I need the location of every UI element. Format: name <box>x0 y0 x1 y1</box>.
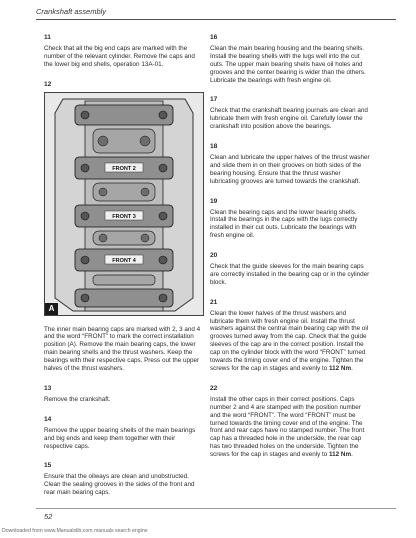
step-number: 15 <box>44 462 52 470</box>
step-12-text <box>44 326 204 373</box>
step-text: Clean and lubricate the upper halves of the thrust washer and slide them in on their grooves on both sides of the bearing housing. Ensure that the thrust washer lubricating grooves are turned towards the crankshaft. <box>210 153 370 185</box>
torque-value: 112 Nm <box>329 451 352 459</box>
step-13 <box>44 385 204 404</box>
figure-number: 12 <box>44 80 52 88</box>
step-text: Check that the guide sleeves for the main bearing caps are correctly installed in the bearing cap or in the cylinder block. <box>210 263 370 286</box>
bearing-cap-rear <box>75 289 173 307</box>
step-14 <box>44 416 204 451</box>
step-15 <box>44 462 204 497</box>
step-text: Check that the crankshaft bearing journals are clean and lubricate them with fresh engine oil. Carefully lower the crankshaft into position above the bearings. <box>210 107 368 131</box>
step-text <box>210 310 370 373</box>
step-text: The inner main bearing caps are marked with 2, 3 and 4 and the word “FRONT” to mark the correct installation position (A). Remove the main bearing caps, the lower main bearing shells and the thrust washers. Keep the bearings with their respective caps. Press out the upper halves of the thrust washers. <box>44 325 201 373</box>
step-number: 11 <box>44 34 51 41</box>
header-rule <box>36 19 396 20</box>
step-text: Remove the crankshaft. <box>44 395 111 403</box>
cap-marking-4: FRONT 4 <box>112 257 136 264</box>
step-number: 16 <box>210 34 218 41</box>
step-21 <box>210 299 370 373</box>
page-number: 52 <box>44 512 53 521</box>
step-20 <box>210 252 370 287</box>
step-number: 18 <box>210 143 218 151</box>
figure-label: A <box>45 303 58 315</box>
bearing-cap-front <box>75 105 173 125</box>
step-text: Remove the upper bearing shells of the main bearings and big ends and keep them together with their respective caps. <box>44 426 196 450</box>
engine-block-illustration <box>45 93 203 315</box>
cap-marking-3: FRONT 3 <box>112 213 136 220</box>
step-16 <box>210 34 370 84</box>
right-column <box>210 34 370 471</box>
left-column <box>44 34 204 509</box>
step-17 <box>210 96 370 131</box>
step-number: 19 <box>210 197 218 205</box>
step-text: Clean the bearing caps and the lower bearing shells. Install the bearings in the caps with the lugs correctly installed in their cut outs. Lubricate the bearings with fresh engine oil. <box>210 208 358 240</box>
step-text: Ensure that the oilways are clean and unobstructed. Clean the sealing grooves in the sides of the front and rear main bearing caps. <box>44 473 195 497</box>
footer-rule <box>36 508 396 509</box>
torque-value: 112 Nm <box>329 365 352 372</box>
step-text-tail: . <box>351 451 353 459</box>
page-header-title: Crankshaft assembly <box>36 7 107 16</box>
step-number: 14 <box>44 415 52 423</box>
cap-marking-2: FRONT 2 <box>112 165 136 172</box>
step-18 <box>210 143 370 186</box>
step-number: 22 <box>210 384 218 392</box>
step-text-tail: . <box>351 365 353 372</box>
step-number: 21 <box>210 298 218 306</box>
step-text: Clean the main bearing housing and the bearing shells. Install the bearing shells with the lugs well into the cut outs. The upper main bearing shells have oil holes and grooves and the center bearing is wider than the others. Lubricate the bearings with fresh engine oil. <box>210 44 366 84</box>
download-watermark: Downloaded from www.Manualslib.com manuals search engine <box>2 528 148 534</box>
step-text <box>210 396 370 459</box>
crankshaft-bearing-caps-figure <box>44 92 204 316</box>
step-number: 17 <box>210 96 218 104</box>
step-text-body: Install the other caps in their correct positions. Caps number 2 and 4 are stamped with the position number and the word “FRONT”. The word “FRONT” must be turned towards the timing cover end of the engine. The front and rear caps have no stamped number. The front cap has a threaded hole in the underside, the rear cap has two threaded holes on the underside. Tighten the screws for the cap in stages and evenly to <box>210 395 365 459</box>
step-number: 13 <box>44 384 52 392</box>
step-11 <box>44 34 204 69</box>
step-text: Check that all the big end caps are marked with the number of the relevant cylinder. Remove the caps and the lower big end shells, operation 13A-01. <box>44 44 195 68</box>
step-19 <box>210 198 370 241</box>
step-number: 20 <box>210 252 218 260</box>
step-text-body: Clean the lower halves of the thrust washers and lubricate them with fresh engine oil. Install the thrust washers against the central main bearing cap with the oil grooves turned away from the cap. Check that the guide sleeves of the cap are in the correct position. Install the cap on the cylinder block with the word “FRONT” turned towards the timing cover end of the engine. Tighten the screws for the cap in stages and evenly to <box>210 309 369 372</box>
step-22 <box>210 385 370 459</box>
